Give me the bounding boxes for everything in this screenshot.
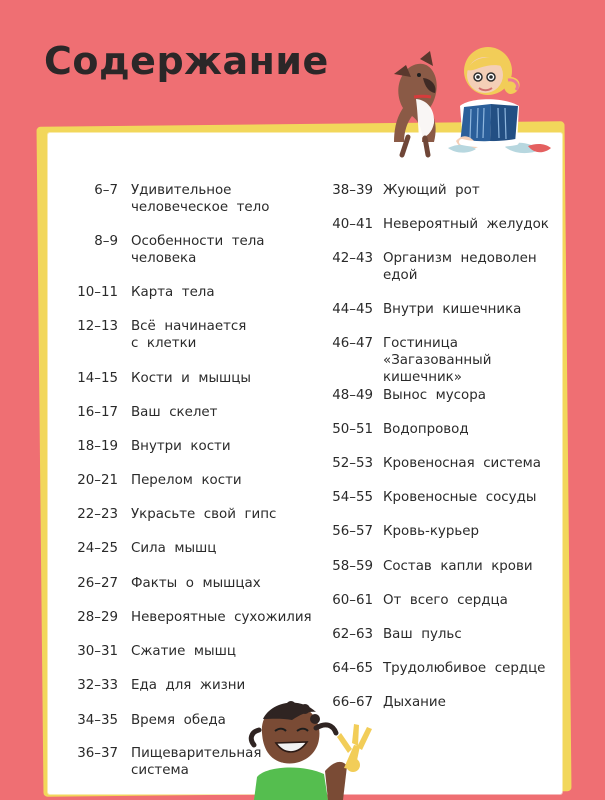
toc-section-title: Ваш пульс bbox=[383, 627, 462, 642]
toc-page-range: 34–35 bbox=[77, 713, 118, 728]
toc-entry bbox=[323, 455, 563, 489]
toc-section-title: Сила мышц bbox=[131, 541, 217, 556]
toc-page-range: 36–37 bbox=[77, 746, 118, 761]
toc-page-range: 46–47 bbox=[332, 336, 373, 351]
toc-entry bbox=[70, 438, 320, 472]
toc-section-title: Украсьте свой гипс bbox=[131, 507, 277, 522]
toc-section-title: Кровь-курьер bbox=[383, 524, 479, 539]
toc-page-range: 18–19 bbox=[77, 439, 118, 454]
toc-page-range: 32–33 bbox=[77, 678, 118, 693]
toc-page-range: 60–61 bbox=[332, 593, 373, 608]
toc-entry bbox=[323, 626, 563, 660]
toc-entry bbox=[70, 182, 320, 216]
toc-entry bbox=[323, 421, 563, 455]
toc-section-title: Кровеносная система bbox=[383, 456, 541, 471]
toc-section-title: Пищеварительная система bbox=[131, 746, 262, 778]
toc-entry bbox=[323, 558, 563, 592]
toc-page-range: 42–43 bbox=[332, 251, 373, 266]
toc-page-range: 12–13 bbox=[77, 319, 118, 334]
toc-section-title: Внутри кишечника bbox=[383, 302, 522, 317]
toc-page-range: 38–39 bbox=[332, 183, 373, 198]
toc-entry bbox=[323, 489, 563, 523]
toc-page-range: 16–17 bbox=[77, 405, 118, 420]
toc-section-title: Дыхание bbox=[383, 695, 446, 710]
toc-entry bbox=[323, 660, 563, 694]
toc-page-range: 40–41 bbox=[332, 217, 373, 232]
toc-page-range: 44–45 bbox=[332, 302, 373, 317]
toc-page-range: 58–59 bbox=[332, 559, 373, 574]
toc-page-range: 26–27 bbox=[77, 576, 118, 591]
toc-section-title: Состав капли крови bbox=[383, 559, 533, 574]
toc-section-title: Трудолюбивое сердце bbox=[383, 661, 546, 676]
toc-section-title: Водопровод bbox=[383, 422, 469, 437]
toc-page-range: 28–29 bbox=[77, 610, 118, 625]
toc-section-title: Особенности тела человека bbox=[131, 234, 265, 266]
toc-section-title: Невероятный желудок bbox=[383, 217, 549, 232]
toc-section-title: Факты о мышцах bbox=[131, 576, 261, 591]
toc-entry bbox=[70, 370, 320, 404]
child-reading-with-dog-graphic bbox=[380, 42, 556, 160]
toc-page-range: 22–23 bbox=[77, 507, 118, 522]
toc-section-title: Кости и мышцы bbox=[131, 371, 251, 386]
toc-entry bbox=[323, 250, 563, 284]
toc-entry bbox=[70, 609, 320, 643]
toc-section-title: Жующий рот bbox=[383, 183, 480, 198]
toc-page-range: 64–65 bbox=[332, 661, 373, 676]
smiling-child-illustration bbox=[246, 694, 382, 800]
toc-page-range: 20–21 bbox=[77, 473, 118, 488]
toc-section-title: Всё начинается с клетки bbox=[131, 319, 247, 351]
toc-page-range: 8–9 bbox=[94, 234, 118, 249]
toc-page-range: 48–49 bbox=[332, 388, 373, 403]
dog-ear-right bbox=[420, 51, 433, 66]
toc-page-range: 50–51 bbox=[332, 422, 373, 437]
toc-page-range: 24–25 bbox=[77, 541, 118, 556]
toc-section-title: От всего сердца bbox=[383, 593, 508, 608]
smiling-child-graphic bbox=[246, 694, 382, 800]
toc-page-range: 54–55 bbox=[332, 490, 373, 505]
toc-entry bbox=[70, 575, 320, 609]
toc-page-range: 52–53 bbox=[332, 456, 373, 471]
toc-section-title: Невероятные сухожилия bbox=[131, 610, 312, 625]
toc-entry bbox=[70, 404, 320, 438]
toc-section-title: Удивительное человеческое тело bbox=[131, 183, 270, 215]
child-shirt bbox=[254, 768, 328, 800]
toc-entry bbox=[323, 523, 563, 557]
page-title: Содержание bbox=[44, 39, 329, 83]
toc-page-range: 66–67 bbox=[332, 695, 373, 710]
toc-section-title: Внутри кости bbox=[131, 439, 231, 454]
toc-page-range: 10–11 bbox=[77, 285, 118, 300]
toc-entry bbox=[323, 592, 563, 626]
toc-entry bbox=[323, 182, 563, 216]
toc-section-title: Перелом кости bbox=[131, 473, 242, 488]
toc-page-range: 14–15 bbox=[77, 371, 118, 386]
toc-section-title: Сжатие мышц bbox=[131, 644, 236, 659]
toc-entry bbox=[70, 540, 320, 574]
toc-page-range: 30–31 bbox=[77, 644, 118, 659]
toc-section-title: Время обеда bbox=[131, 713, 226, 728]
toc-entry bbox=[70, 318, 320, 352]
toc-page-range: 62–63 bbox=[332, 627, 373, 642]
toc-section-title: Еда для жизни bbox=[131, 678, 246, 693]
toc-page-range: 6–7 bbox=[94, 183, 118, 198]
toc-entry bbox=[70, 643, 320, 677]
toc-entry bbox=[323, 216, 563, 250]
toc-section-title: Гостиница «Загазованный кишечник» bbox=[383, 336, 492, 385]
toc-entry bbox=[323, 301, 563, 335]
toc-section-title: Организм недоволен едой bbox=[383, 251, 537, 283]
toc-entry bbox=[70, 472, 320, 506]
dog-collar bbox=[414, 96, 431, 97]
toc-section-title: Ваш скелет bbox=[131, 405, 218, 420]
dog-eye bbox=[417, 73, 421, 77]
toc-entry bbox=[70, 506, 320, 540]
child-reading-with-dog-illustration bbox=[380, 42, 556, 160]
open-book-right bbox=[490, 104, 518, 143]
toc-entry bbox=[323, 335, 563, 385]
toc-entry bbox=[323, 387, 563, 421]
toc-entry bbox=[70, 284, 320, 318]
toc-page-range: 56–57 bbox=[332, 524, 373, 539]
toc-section-title: Карта тела bbox=[131, 285, 215, 300]
toc-entry bbox=[70, 233, 320, 267]
toc-section-title: Вынос мусора bbox=[383, 388, 486, 403]
toc-section-title: Кровеносные сосуды bbox=[383, 490, 537, 505]
dog-ear-left bbox=[394, 65, 411, 77]
